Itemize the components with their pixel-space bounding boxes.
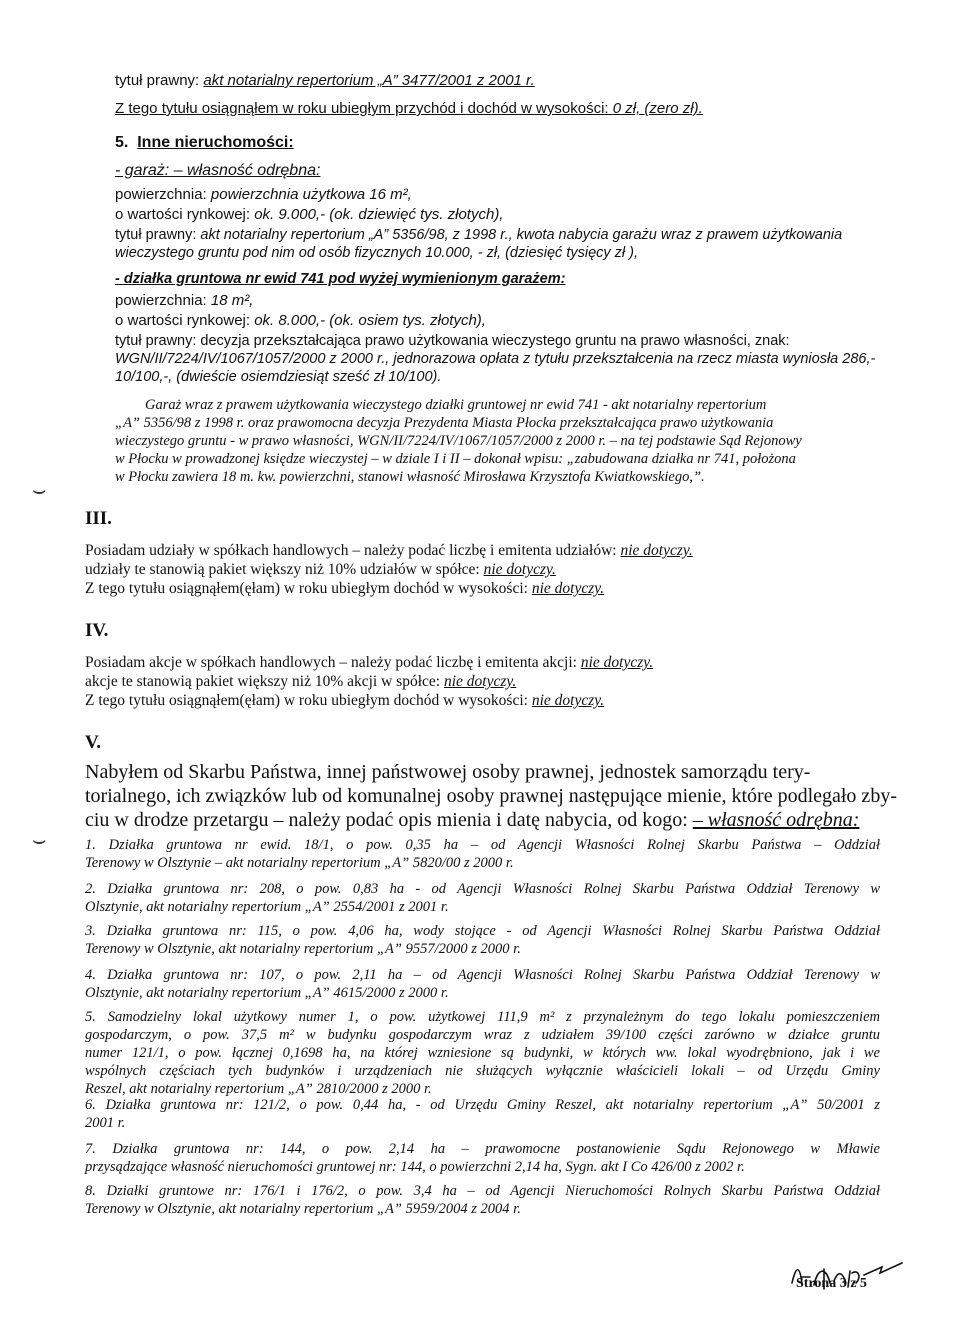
acquired-item-3-line-1: 3. Działka gruntowa nr: 115, o pow. 4,06 ha, wody stojące - od Agencji Własności Rolnej Skarbu Państwa Oddział xyxy=(85,923,880,939)
acquired-item-8-line-1: 8. Działki gruntowe nr: 176/1 i 176/2, o pow. 3,4 ha – od Agencji Nieruchomości Rolnych Skarbu Państwa Oddział xyxy=(85,1183,880,1199)
acquired-item-2-line-1: 2. Działka gruntowa nr: 208, o pow. 0,83 ha - od Agencji Własności Rolnej Skarbu Państwa Oddział Terenowy w xyxy=(85,881,880,897)
garage-value xyxy=(115,206,880,224)
label: ciu w drodze przetargu – należy podać opis mienia i datę nabycia, od kogo: xyxy=(85,809,693,831)
section-IV-heading: IV. xyxy=(85,620,109,641)
acquired-item-1-line-2: Terenowy w Olsztynie – akt notarialny repertorium „A” 5820/00 z 2000 r. xyxy=(85,855,514,871)
margin-check-mark: ⌣ xyxy=(32,828,47,853)
label: Z tego tytułu osiągnąłem(ęłam) w roku ubiegłym dochód w wysokości: xyxy=(85,580,532,597)
stocks-line-3 xyxy=(85,692,850,710)
acquired-intro-1: Nabyłem od Skarbu Państwa, innej państwowej osoby prawnej, jednostek samorządu tery- xyxy=(85,761,811,783)
plot-value xyxy=(115,312,880,330)
value: nie dotyczy. xyxy=(443,673,517,690)
label: Posiadam akcje w spółkach handlowych – należy podać liczbę i emitenta akcji: xyxy=(85,654,581,671)
acquired-item-5-line-1: 5. Samodzielny lokal użytkowy numer 1, o pow. użytkowej 111,9 m² z przynależnym do tego lokalu pomieszczeniem xyxy=(85,1009,880,1025)
plot-deed-3: 10/100,-, (dwieście osiemdziesiąt sześć zł 10/100). xyxy=(115,369,442,385)
acquired-item-7-line-2: przysądzające własność nieruchomości gruntowej nr: 144, o powierzchni 2,14 ha, Sygn. akt I Co 426/00 z 2002 r. xyxy=(85,1159,745,1175)
acquired-intro-3 xyxy=(85,808,880,832)
acquired-item-6-line-1: 6. Działka gruntowa nr: 121/2, o pow. 0,44 ha, - od Urzędu Gminy Reszel, akt notarialny repertorium „A” 50/2001 z xyxy=(85,1097,880,1113)
label: Z tego tytułu osiągnąłem(ęłam) w roku ubiegłym dochód w wysokości: xyxy=(85,692,532,709)
acquired-item-5-line-4: wspólnych częściach tych budynków i urządzeniach nie służących wyłącznie właścicieli lokali – od Urzędu Gminy xyxy=(85,1063,880,1079)
acquired-item-2-line-2: Olsztynie, akt notarialny repertorium „A” 2554/2001 z 2001 r. xyxy=(85,899,449,915)
margin-check-mark: ⌣ xyxy=(32,478,47,503)
note-1: Garaż wraz z prawem użytkowania wieczystego działki gruntowej nr ewid 741 - akt notarialny repertorium xyxy=(145,397,767,413)
plot-area xyxy=(115,292,880,310)
plot-heading: - działka gruntowa nr ewid 741 pod wyżej wymienionym garażem: xyxy=(115,271,566,287)
acquired-item-5-line-2: gospodarczym, o pow. 37,5 m² w budynku gospodarczym wraz z udziałem 39/100 części zarówno w działce gruntu xyxy=(85,1027,880,1043)
acquired-item-1-line-1: 1. Działka gruntowa nr ewid. 18/1, o pow. 0,35 ha – od Agencji Własności Rolnej Skarbu Państwa – Oddział xyxy=(85,837,880,853)
value: 0 zł, (zero zł). xyxy=(612,100,703,117)
acquired-item-4-line-2: Olsztynie, akt notarialny repertorium „A” 4615/2000 z 2000 r. xyxy=(85,985,449,1001)
value: nie dotyczy. xyxy=(580,654,654,671)
section-III-heading: III. xyxy=(85,508,112,529)
value: nie dotyczy. xyxy=(531,580,605,597)
note-2: „A” 5356/98 z 1998 r. oraz prawomocna decyzja Prezydenta Miasta Płocka przekształcająca prawo użytkowania xyxy=(115,415,774,431)
stocks-line-2 xyxy=(85,673,850,691)
value: ok. 9.000,- (ok. dziewięć tys. złotych), xyxy=(254,206,504,223)
label: akcje te stanowią pakiet większy niż 10% akcji w spółce: xyxy=(85,673,444,690)
section-5-title xyxy=(115,134,880,152)
title-deed-line xyxy=(115,72,880,90)
acquired-item-4-line-1: 4. Działka gruntowa nr: 107, o pow. 2,11 ha – od Agencji Własności Rolnej Skarbu Państwa Oddział Terenowy w xyxy=(85,967,880,983)
label: tytuł prawny: xyxy=(115,72,204,89)
plot-deed-2: WGN/II/7224/IV/1067/1057/2000 z 2000 r., jednorazowa opłata z tytułu przekształcenia na rzecz miasta wyniosła 286,- xyxy=(115,351,876,367)
shares-line-3 xyxy=(85,580,850,598)
value: – własność odrębna: xyxy=(692,809,860,831)
label: Z tego tytułu osiągnąłem w roku ubiegłym przychód i dochód w wysokości: xyxy=(115,100,613,117)
label: o wartości rynkowej: xyxy=(115,312,255,329)
garage-deed-cont: wieczystego gruntu pod nim od osób fizycznych 10.000, - zł, (dziesięć tysięcy zł ), xyxy=(115,245,639,261)
acquired-item-5-line-5: Reszel, akt notarialny repertorium „A” 2810/2000 z 2000 r. xyxy=(85,1081,432,1097)
label: udziały te stanowią pakiet większy niż 10% udziałów w spółce: xyxy=(85,561,484,578)
value: powierzchnia użytkowa 16 m², xyxy=(210,186,412,203)
note-4: w Płocku w prowadzonej księdze wieczystej – w dziale I i II – dokonał wpisu: „zabudowana działka nr 741, położona xyxy=(115,451,796,467)
acquired-item-7-line-1: 7. Działka gruntowa nr: 144, o pow. 2,14 ha – prawomocne postanowienie Sądu Rejonowego w Mławie xyxy=(85,1141,880,1157)
note-5: w Płocku zawiera 18 m. kw. powierzchni, stanowi własność Mirosława Krzysztofa Kwiatkowskiego,”. xyxy=(115,469,705,485)
income-line xyxy=(115,100,880,118)
value: 18 m², xyxy=(210,292,254,309)
acquired-intro-2: torialnego, ich związków lub od komunalnej osoby prawnej następujące mienie, które podlegało zby- xyxy=(85,785,897,807)
section-title: Inne nieruchomości: xyxy=(137,134,294,151)
label: o wartości rynkowej: xyxy=(115,206,255,223)
value: nie dotyczy. xyxy=(531,692,605,709)
page-number: Strona 3 z 5 xyxy=(796,1276,867,1291)
garage-area xyxy=(115,186,880,204)
shares-line-2 xyxy=(85,561,850,579)
stocks-line-1 xyxy=(85,654,850,672)
acquired-item-8-line-2: Terenowy w Olsztynie, akt notarialny repertorium „A” 5959/2004 z 2004 r. xyxy=(85,1201,521,1217)
label: tytuł prawny: xyxy=(115,227,201,243)
acquired-item-5-line-3: numer 121/1, o pow. łącznej 0,1698 ha, na której wzniesione są budynki, w których ww. lokal wyodrębniono, jak i we xyxy=(85,1045,880,1061)
value: akt notarialny repertorium „A” 3477/2001 z 2001 r. xyxy=(203,72,535,89)
value: ok. 8.000,- (ok. osiem tys. złotych), xyxy=(254,312,486,329)
acquired-item-6-line-2: 2001 r. xyxy=(85,1115,126,1131)
label: powierzchnia: xyxy=(115,186,211,203)
garage-heading: - garaż: – własność odrębna: xyxy=(115,162,321,179)
section-V-heading: V. xyxy=(85,732,102,753)
section-number: 5. xyxy=(115,134,129,151)
shares-line-1 xyxy=(85,542,850,560)
acquired-item-3-line-2: Terenowy w Olsztynie, akt notarialny repertorium „A” 9557/2000 z 2000 r. xyxy=(85,941,521,957)
garage-deed xyxy=(115,226,880,244)
value: nie dotyczy. xyxy=(483,561,556,578)
plot-deed-1: tytuł prawny: decyzja przekształcająca prawo użytkowania wieczystego gruntu na prawo własności, znak: xyxy=(115,333,790,349)
note-3: wieczystego gruntu - w prawo własności, WGN/II/7224/IV/1067/1057/2000 z 2000 r. – na tej podstawie Sąd Rejonowy xyxy=(115,433,802,449)
label: powierzchnia: xyxy=(115,292,211,309)
value: nie dotyczy. xyxy=(620,542,693,559)
label: Posiadam udziały w spółkach handlowych – należy podać liczbę i emitenta udziałów: xyxy=(85,542,621,559)
value: akt notarialny repertorium „A” 5356/98, z 1998 r., kwota nabycia garażu wraz z prawem użytkowania xyxy=(200,227,843,243)
